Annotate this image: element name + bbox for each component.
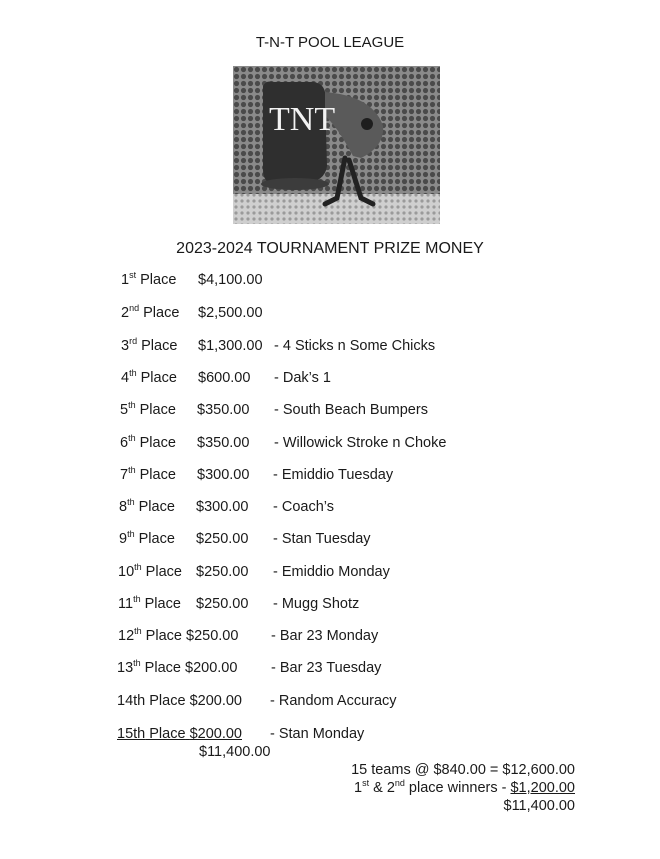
- prize-amount: $300.00: [197, 467, 250, 483]
- prize-amount: $300.00: [196, 499, 249, 515]
- team-name: - Dak’s 1: [274, 370, 331, 386]
- prize-amount: $250.00: [186, 628, 239, 644]
- prize-amount: $250.00: [196, 531, 249, 547]
- place-label: 2nd Place: [121, 303, 180, 321]
- place-label: 7th Place: [120, 465, 176, 483]
- prize-amount: $350.00: [197, 435, 250, 451]
- prize-amount: $200.00: [185, 660, 238, 676]
- place-label: 3rd Place: [121, 336, 178, 354]
- places-sum: $11,400.00: [199, 744, 271, 760]
- place-label: 13th Place $200.00: [117, 658, 238, 676]
- prize-amount: $600.00: [198, 370, 251, 386]
- place-label: 1st Place: [121, 270, 177, 288]
- prize-amount: $250.00: [196, 596, 249, 612]
- place-label: 6th Place: [120, 433, 176, 451]
- teams-fee-calculation: 15 teams @ $840.00 = $12,600.00: [351, 762, 575, 778]
- prize-amount: $200.00: [189, 726, 242, 742]
- place-label: 9th Place: [119, 529, 175, 547]
- place-label: 15th Place $200.00: [117, 726, 242, 742]
- place-label: 12th Place $250.00: [118, 626, 239, 644]
- team-name: - Bar 23 Tuesday: [271, 660, 382, 676]
- team-name: - 4 Sticks n Some Chicks: [274, 338, 436, 354]
- prize-amount: $1,300.00: [198, 338, 263, 354]
- team-name: - Willowick Stroke n Choke: [274, 435, 447, 451]
- team-name: - South Beach Bumpers: [274, 402, 428, 418]
- team-name: - Stan Monday: [270, 726, 365, 742]
- league-title: T-N-T POOL LEAGUE: [255, 34, 405, 51]
- winners-deduction: 1st & 2nd place winners - $1,200.00: [354, 778, 575, 796]
- place-label: 4th Place: [121, 368, 177, 386]
- prize-amount: $2,500.00: [198, 305, 263, 321]
- place-label: 8th Place: [119, 497, 175, 515]
- place-label: 10th Place: [118, 562, 182, 580]
- team-name: - Bar 23 Monday: [271, 628, 379, 644]
- team-name: - Coach’s: [273, 499, 334, 515]
- tnt-logo: [233, 66, 440, 224]
- team-name: - Mugg Shotz: [273, 596, 360, 612]
- prize-money-title: 2023-2024 TOURNAMENT PRIZE MONEY: [176, 240, 484, 257]
- net-total: $11,400.00: [503, 798, 575, 814]
- prize-amount: $350.00: [197, 402, 250, 418]
- team-name: - Emiddio Monday: [273, 564, 390, 580]
- logo-text: TNT: [269, 101, 336, 138]
- place-label: 14th Place $200.00: [117, 693, 242, 709]
- team-name: - Stan Tuesday: [273, 531, 371, 547]
- team-name: - Random Accuracy: [270, 693, 397, 709]
- prize-amount: $250.00: [196, 564, 249, 580]
- place-label: 11th Place: [118, 594, 181, 612]
- prize-amount: $4,100.00: [198, 272, 263, 288]
- place-label: 5th Place: [120, 400, 176, 418]
- deduction-amount: $1,200.00: [510, 780, 575, 796]
- team-name: - Emiddio Tuesday: [273, 467, 394, 483]
- prize-amount: $200.00: [189, 693, 242, 709]
